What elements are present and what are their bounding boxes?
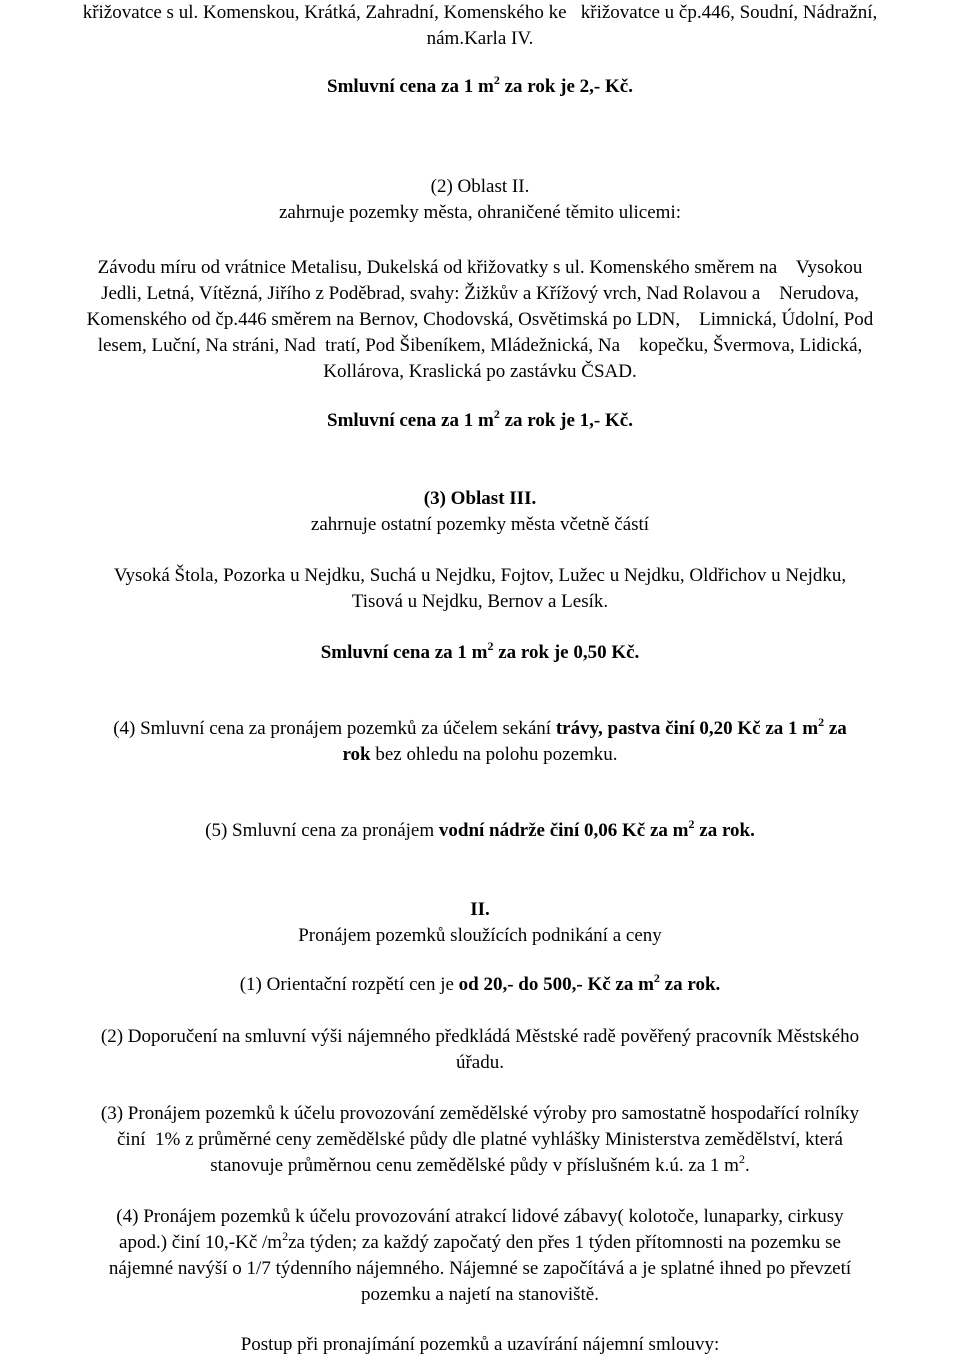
s2-item-2: (2) Doporučení na smluvní výši nájemného předkládá Městské radě pověřený pracovník Městského úřadu.: [100, 1026, 860, 1073]
area-2-line: Jedli, Letná, Vítězná, Jiřího z Poděbrad, svahy: Žižkův a Křížový vrch, Nad Rolavou a Nerudova,: [101, 283, 859, 304]
section-2-header: [0, 897, 960, 949]
price-area-3: Smluvní cena za 1 $m^2$ za rok je 0,50 Kč.: [320, 638, 640, 663]
section-2-number: II.: [470, 899, 490, 920]
area-3-section: [0, 486, 960, 538]
area-3-line: Tisová u Nejdku, Bernov a Lesík.: [351, 591, 609, 612]
area-2-line: Komenského od čp.446 směrem na Bernov, Chodovská, Osvětimská po LDN, Limnická, Údolní, Pod: [86, 309, 874, 330]
item-4-paragraph: (4) Smluvní cena za pronájem pozemků za účelem sekání trávy, pastva činí 0,20 Kč za 1 $m^2$ za rok bez ohledu na polohu pozemku.: [113, 714, 847, 765]
area-3-subheading: zahrnuje ostatní pozemky města včetně částí: [310, 514, 650, 535]
s2-item-1: (1) Orientační rozpětí cen je od 20,- do 500,- Kč za $m^2$ za rok.: [239, 970, 721, 995]
item-5-paragraph: (5) Smluvní cena za pronájem vodní nádrže činí 0,06 Kč za $m^2$ za rok.: [205, 816, 755, 841]
area-2-heading: (2) Oblast II.: [430, 176, 530, 197]
area-3-line: Vysoká Štola, Pozorka u Nejdku, Suchá u Nejdku, Fojtov, Lužec u Nejdku, Oldřichov u Nejdku,: [113, 565, 847, 586]
area-2-section: [0, 174, 960, 226]
area-3-parts: [0, 563, 960, 615]
section-2-title: Pronájem pozemků sloužících podnikání a ceny: [298, 925, 662, 946]
area-2-line: Kollárova, Kraslická po zastávku ČSAD.: [323, 361, 637, 382]
price-area-1: Smluvní cena za 1 $m^2$ za rok je 2,- Kč.: [327, 72, 633, 97]
area-3-heading: (3) Oblast III.: [423, 488, 537, 509]
area-2-line: lesem, Luční, Na stráni, Nad tratí, Pod Šibeníkem, Mládežnická, Na kopečku, Švermova, Lidická,: [97, 335, 863, 356]
area-2-streets: [0, 255, 960, 385]
top-paragraph: [0, 0, 960, 52]
area-2-subheading: zahrnuje pozemky města, ohraničené těmito ulicemi:: [278, 202, 681, 223]
area-2-line: Závodu míru od vrátnice Metalisu, Dukelská od křižovatky s ul. Komenského směrem na Vysokou: [97, 257, 863, 278]
top-line-1: křižovatce s ul. Komenskou, Krátká, Zahradní, Komenského ke křižovatce u čp.446, Soudní, Nádražní,: [82, 2, 878, 23]
price-area-2: Smluvní cena za 1 $m^2$ za rok je 1,- Kč.: [327, 406, 633, 431]
footer-heading: Postup při pronajímání pozemků a uzavírání nájemní smlouvy:: [240, 1334, 720, 1355]
s2-item-4: (4) Pronájem pozemků k účelu provozování atrakcí lidové zábavy( kolotoče, lunaparky, cirkusy apod.) činí 10,-Kč $/m^2za$ týden; za každý započatý den přes 1 týden přítomnosti na pozemku se nájemné navýší o 1/7 týdenního nájemného. Nájemné se započítává a je splatné ihned po převzetí pozemku a najetí na stanoviště.: [108, 1206, 852, 1305]
s2-item-3: (3) Pronájem pozemků k účelu provozování zemědělské výroby pro samostatně hospodařící rolníky činí 1% z průměrné ceny zemědělské půdy dle platné vyhlášky Ministerstva zemědělství, která stanovuje průměrnou cenu zemědělské půdy v příslušném k.ú. za 1 $m^2$.: [100, 1103, 860, 1176]
top-line-2: nám.Karla IV.: [426, 28, 534, 49]
